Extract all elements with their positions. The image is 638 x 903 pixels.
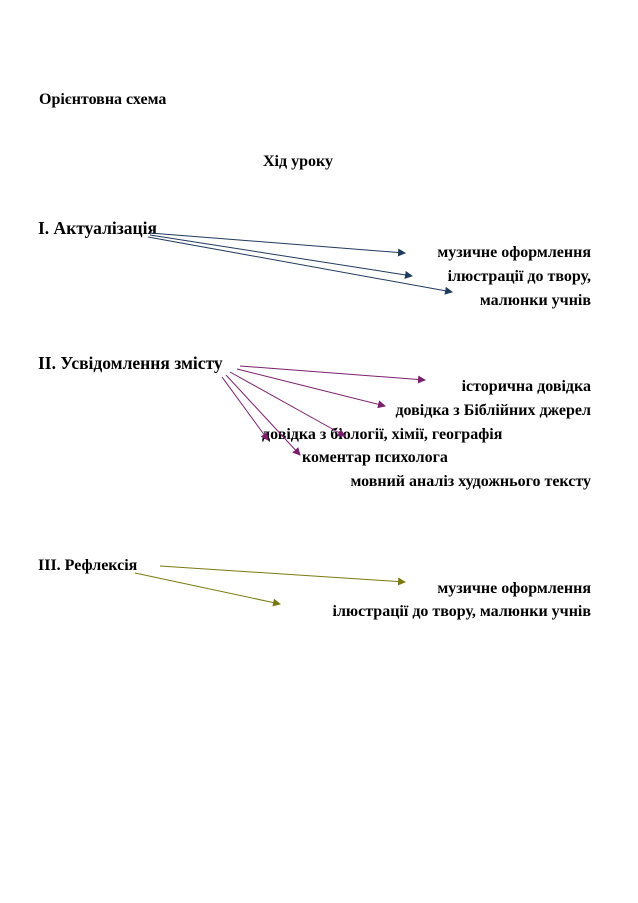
section-1-item: ілюстрації до твору,	[447, 268, 591, 285]
lesson-title: Хід уроку	[263, 153, 333, 170]
section-2-item: довідка з біології, хімії, географія	[262, 426, 503, 443]
section-3-item: музичне оформлення	[437, 580, 591, 597]
section-1-arrow	[150, 233, 405, 253]
section-1-title: І. Актуалізація	[38, 218, 157, 238]
section-2-item: мовний аналіз художнього тексту	[350, 473, 591, 490]
section-1-item: малюнки учнів	[479, 292, 591, 309]
section-1-item: музичне оформлення	[437, 244, 591, 261]
section-2-item: історична довідка	[461, 378, 591, 395]
section-3-title: ІІІ. Рефлексія	[38, 557, 138, 574]
section-2-arrow	[240, 366, 425, 380]
section-3-arrow	[135, 573, 280, 604]
section-1-arrow	[148, 237, 452, 292]
scheme-title: Орієнтовна схема	[39, 91, 167, 108]
section-2-item: довідка з Біблійних джерел	[395, 402, 591, 419]
section-1-arrow	[150, 235, 412, 276]
section-3-item: ілюстрації до твору, малюнки учнів	[332, 603, 591, 620]
section-3-arrow	[160, 566, 405, 582]
section-2-item: коментар психолога	[302, 449, 448, 466]
section-2-title: ІІ. Усвідомлення змісту	[38, 353, 223, 373]
section-2-arrow	[226, 375, 300, 455]
section-2-arrow	[237, 369, 385, 406]
